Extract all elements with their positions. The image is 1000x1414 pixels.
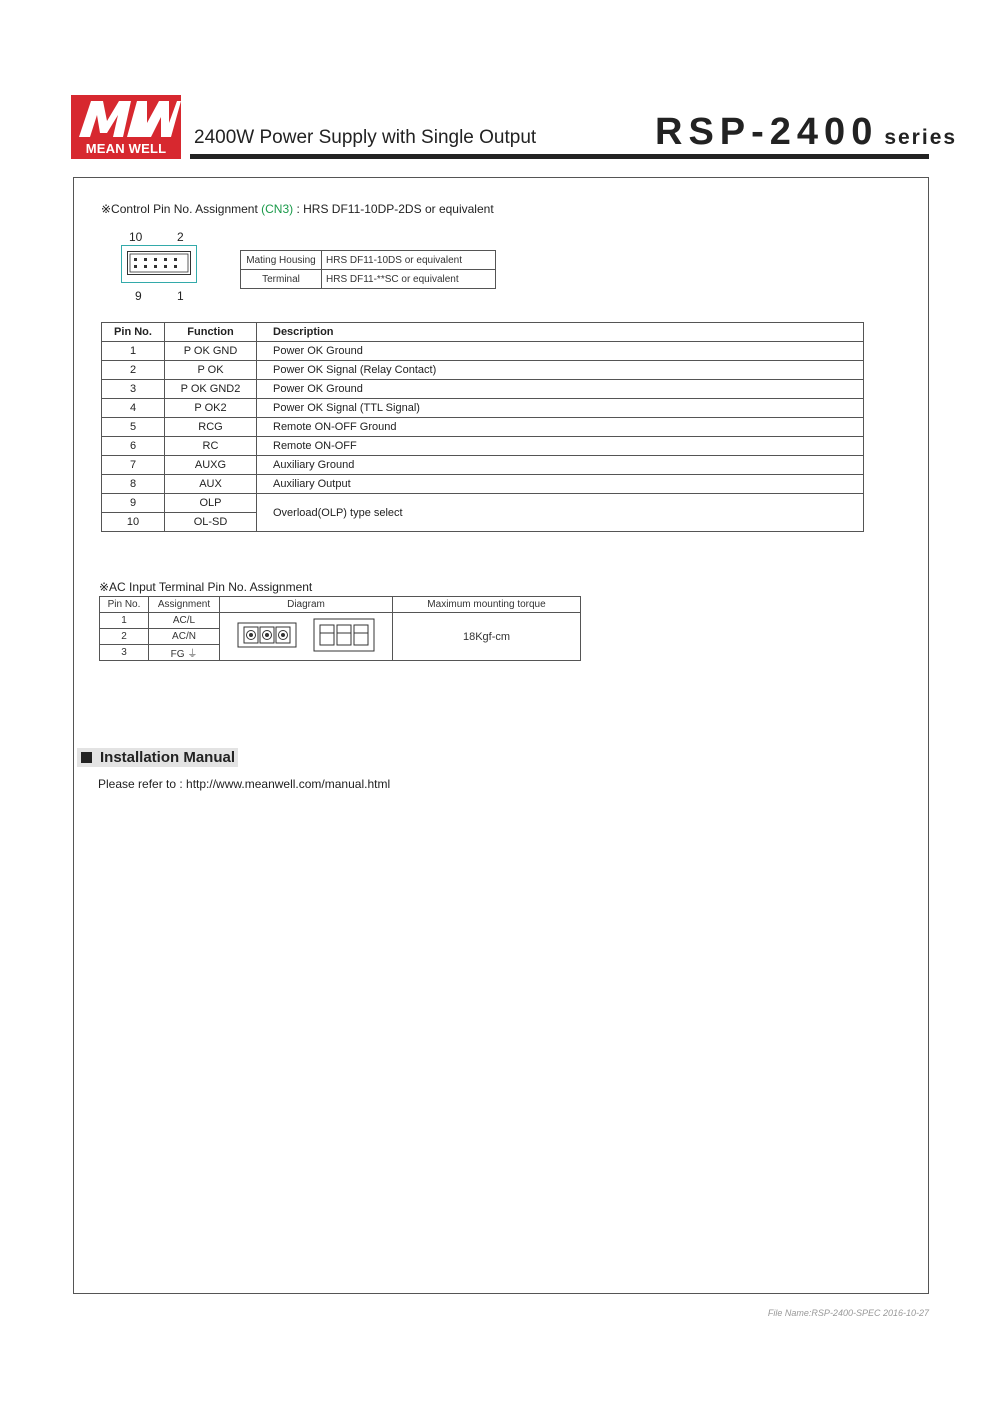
table-row	[100, 613, 581, 629]
ac-header-torque: Maximum mounting torque	[393, 597, 581, 613]
table-row	[102, 475, 864, 494]
control-pin-title	[101, 202, 494, 216]
pin-header-description: Description	[257, 323, 864, 342]
ac-input-table	[99, 596, 581, 661]
pin-function: OLP	[165, 494, 257, 513]
pin-table-header	[102, 323, 864, 342]
ac-assignment: AC/L	[149, 613, 220, 629]
terminal-block-icon	[236, 617, 376, 653]
table-row	[102, 494, 864, 513]
pin-function: P OK2	[165, 399, 257, 418]
ac-terminal-diagram	[220, 613, 393, 661]
connector-pins-icon	[128, 252, 190, 274]
ac-input-title: ※AC Input Terminal Pin No. Assignment	[99, 580, 313, 594]
page-subtitle: 2400W Power Supply with Single Output	[194, 127, 537, 148]
pin-no: 7	[102, 456, 165, 475]
pin-function: RC	[165, 437, 257, 456]
ac-pin-no: 1	[100, 613, 149, 629]
model-number: RSP-2400	[655, 111, 879, 153]
pin-header-pin-no: Pin No.	[102, 323, 165, 342]
pin-description: Remote ON-OFF Ground	[257, 418, 864, 437]
ac-header-diagram: Diagram	[220, 597, 393, 613]
mw-logo-mark-icon	[71, 95, 181, 141]
pin-description: Power OK Ground	[257, 342, 864, 361]
pin-no: 10	[102, 513, 165, 532]
pin-no: 2	[102, 361, 165, 380]
pin-function: RCG	[165, 418, 257, 437]
pin-no: 5	[102, 418, 165, 437]
connector-housing	[127, 251, 191, 275]
pin-description: Remote ON-OFF	[257, 437, 864, 456]
ac-assignment: AC/N	[149, 629, 220, 645]
ac-header-pin-no: Pin No.	[100, 597, 149, 613]
pin-function: P OK GND2	[165, 380, 257, 399]
pin-no: 6	[102, 437, 165, 456]
mating-row-terminal	[241, 270, 496, 289]
pin-function: P OK GND	[165, 342, 257, 361]
ac-header-assignment: Assignment	[149, 597, 220, 613]
ac-torque: 18Kgf-cm	[393, 613, 581, 661]
pin-description: Overload(OLP) type select	[257, 494, 864, 532]
pin-no: 1	[102, 342, 165, 361]
pin-no: 4	[102, 399, 165, 418]
model-series: series	[884, 126, 958, 149]
mating-label: Mating Housing	[241, 251, 322, 270]
pin-function: AUX	[165, 475, 257, 494]
mean-well-logo	[71, 95, 181, 159]
table-row	[102, 361, 864, 380]
pin-description: Auxiliary Output	[257, 475, 864, 494]
mating-value: HRS DF11-**SC or equivalent	[322, 270, 496, 289]
ac-pin-no: 3	[100, 645, 149, 661]
ac-pin-no: 2	[100, 629, 149, 645]
header-rule	[190, 154, 929, 159]
square-bullet-icon	[81, 752, 92, 763]
pin-no: 9	[102, 494, 165, 513]
pin-description: Power OK Ground	[257, 380, 864, 399]
pin-description: Power OK Signal (TTL Signal)	[257, 399, 864, 418]
table-row	[102, 342, 864, 361]
ac-assignment: FG ⏚	[149, 645, 220, 661]
mating-table	[240, 250, 496, 289]
connector-label-bottom-right: 1	[177, 289, 184, 303]
pin-description: Power OK Signal (Relay Contact)	[257, 361, 864, 380]
control-pin-table	[101, 322, 864, 532]
installation-title: Installation Manual	[100, 749, 236, 766]
ac-table-header	[100, 597, 581, 613]
table-row	[102, 380, 864, 399]
connector-label-top-right: 2	[177, 230, 184, 244]
mating-label: Terminal	[241, 270, 322, 289]
control-pin-title-suffix: : HRS DF11-10DP-2DS or equivalent	[293, 202, 494, 216]
pin-header-function: Function	[165, 323, 257, 342]
pin-no: 8	[102, 475, 165, 494]
pin-function: OL-SD	[165, 513, 257, 532]
pin-description: Auxiliary Ground	[257, 456, 864, 475]
pin-function: P OK	[165, 361, 257, 380]
installation-link-text[interactable]: Please refer to : http://www.meanwell.com/manual.html	[98, 777, 391, 791]
connector-label-top-left: 10	[129, 230, 143, 244]
table-row	[102, 399, 864, 418]
model-title	[655, 111, 957, 154]
table-row	[102, 456, 864, 475]
connector-label-bottom-left: 9	[135, 289, 142, 303]
brand-name: MEAN WELL	[85, 141, 167, 156]
control-pin-title-prefix: ※Control Pin No. Assignment	[101, 202, 262, 216]
table-row	[102, 418, 864, 437]
mating-value: HRS DF11-10DS or equivalent	[322, 251, 496, 270]
pin-function: AUXG	[165, 456, 257, 475]
table-row	[102, 437, 864, 456]
control-pin-title-cn3: (CN3)	[261, 202, 294, 216]
footer-file-name: File Name:RSP-2400-SPEC 2016-10-27	[767, 1308, 929, 1318]
pin-no: 3	[102, 380, 165, 399]
mating-row-housing	[241, 251, 496, 270]
